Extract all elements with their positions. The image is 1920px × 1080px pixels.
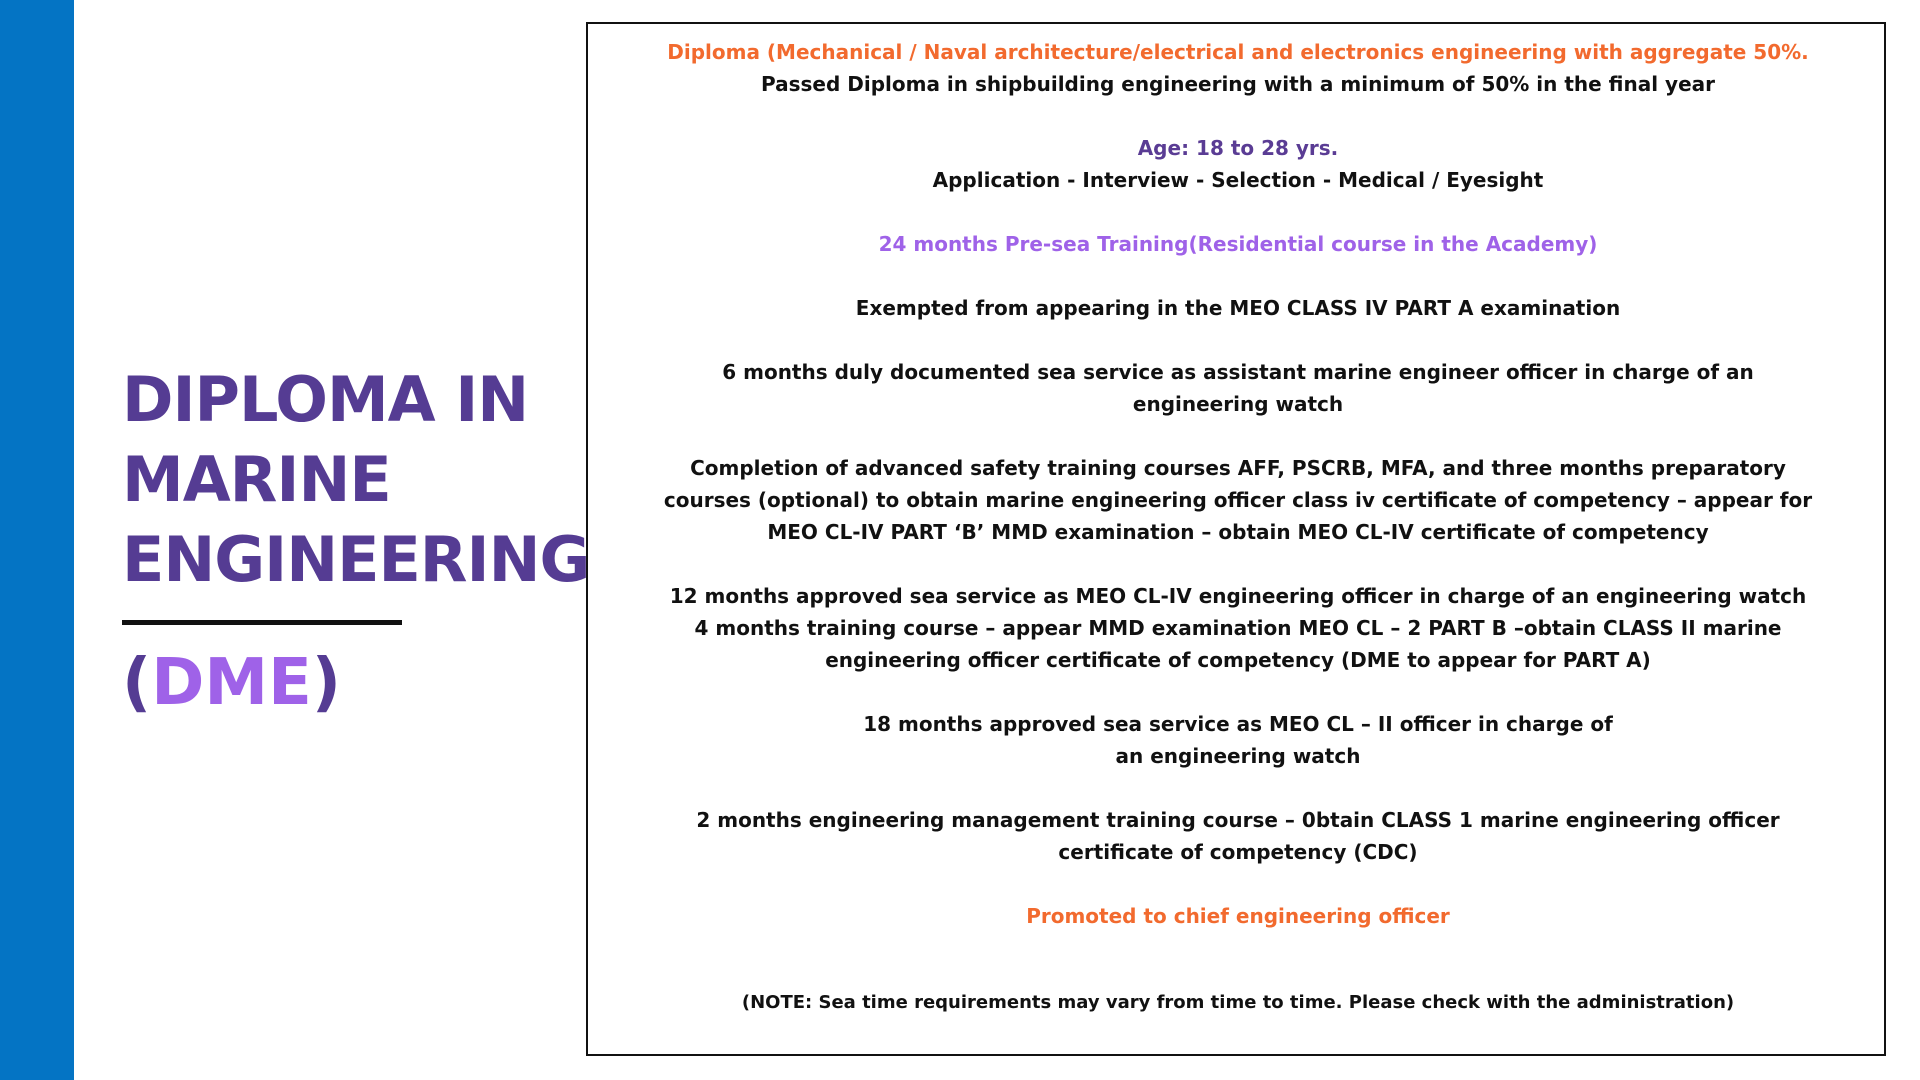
spacer xyxy=(588,100,1888,132)
spacer xyxy=(588,324,1888,356)
course-details-content xyxy=(588,36,1888,1018)
eligibility-line-2: Passed Diploma in shipbuilding engineering with a minimum of 50% in the final year xyxy=(760,72,1716,96)
completion-line-3: MEO CL-IV PART ‘B’ MMD examination – obtain MEO CL-IV certificate of competency xyxy=(767,520,1709,544)
sea-service-2-line-1: 12 months approved sea service as MEO CL-IV engineering officer in charge of an engineering watch xyxy=(669,584,1807,608)
sea-service-3-line-2: an engineering watch xyxy=(1115,744,1361,768)
abbreviation-close-paren: ) xyxy=(311,646,342,720)
management-course-line-2: certificate of competency (CDC) xyxy=(1058,840,1418,864)
sea-service-2-line-3: engineering officer certificate of competency (DME to appear for PART A) xyxy=(825,648,1651,672)
title-divider xyxy=(122,620,402,625)
promotion-line: Promoted to chief engineering officer xyxy=(1026,904,1450,928)
spacer xyxy=(588,548,1888,580)
course-abbreviation xyxy=(122,641,582,725)
sea-service-3-line-1: 18 months approved sea service as MEO CL – II officer in charge of xyxy=(863,712,1613,736)
spacer xyxy=(588,196,1888,228)
course-title-line-1: DIPLOMA IN xyxy=(122,363,529,436)
course-title-line-2: MARINE xyxy=(122,443,391,516)
spacer xyxy=(588,868,1888,900)
exemption-note: Exempted from appearing in the MEO CLASS IV PART A examination xyxy=(855,296,1621,320)
spacer xyxy=(588,260,1888,292)
spacer xyxy=(588,932,1888,988)
spacer xyxy=(588,772,1888,804)
spacer xyxy=(588,676,1888,708)
abbreviation-open-paren: ( xyxy=(122,646,152,720)
sea-time-note: (NOTE: Sea time requirements may vary from time to time. Please check with the administration) xyxy=(741,992,1735,1013)
completion-line-1: Completion of advanced safety training courses AFF, PSCRB, MFA, and three months preparatory xyxy=(690,456,1786,480)
spacer xyxy=(588,420,1888,452)
blue-side-bar xyxy=(0,0,74,1080)
selection-process: Application - Interview - Selection - Medical / Eyesight xyxy=(932,168,1544,192)
sea-service-1-line-1: 6 months duly documented sea service as assistant marine engineer officer in charge of an xyxy=(722,360,1754,384)
completion-line-2: courses (optional) to obtain marine engineering officer class iv certificate of competency – appear for xyxy=(663,488,1813,512)
sea-service-1-line-2: engineering watch xyxy=(1132,392,1344,416)
course-title-block xyxy=(122,360,590,725)
course-title-line-3: ENGINEERING xyxy=(122,523,590,596)
course-details-box xyxy=(586,22,1886,1056)
sea-service-2-line-2: 4 months training course – appear MMD examination MEO CL – 2 PART B –obtain CLASS II marine xyxy=(694,616,1782,640)
management-course-line-1: 2 months engineering management training course – 0btain CLASS 1 marine engineering officer xyxy=(696,808,1780,832)
eligibility-line-1: Diploma (Mechanical / Naval architecture/electrical and electronics engineering with aggregate 50%. xyxy=(667,40,1809,64)
abbreviation-text: DME xyxy=(151,646,312,720)
age-requirement: Age: 18 to 28 yrs. xyxy=(1137,136,1339,160)
pre-sea-training: 24 months Pre-sea Training(Residential course in the Academy) xyxy=(878,232,1598,256)
